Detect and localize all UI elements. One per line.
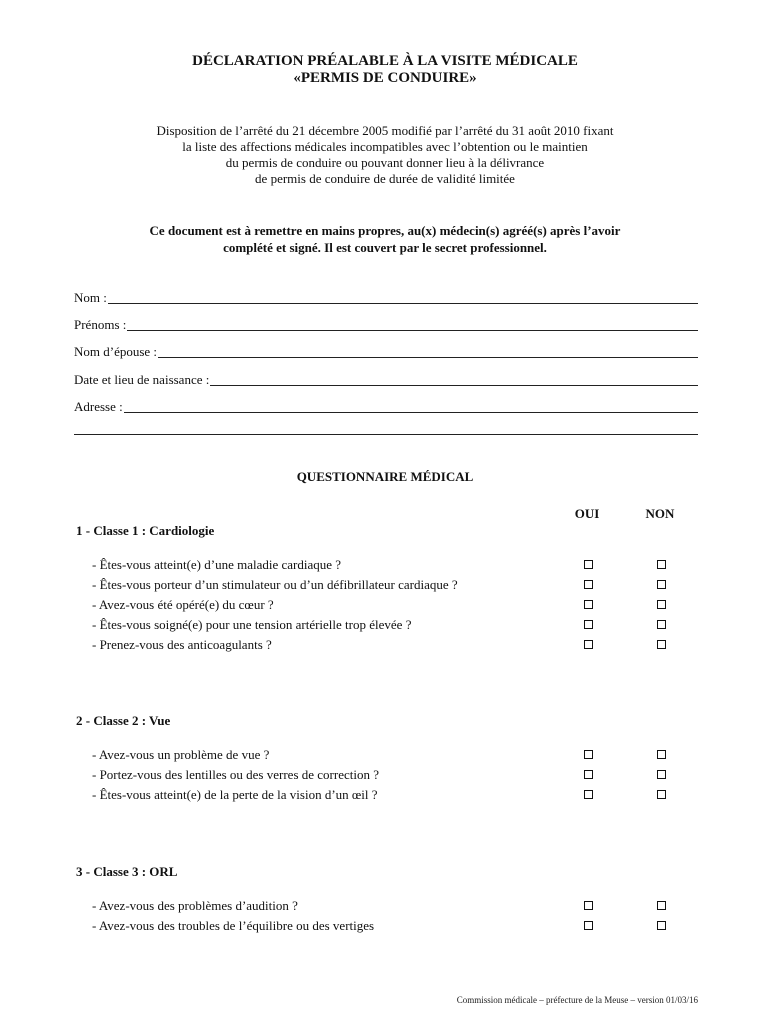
question-text: - Êtes-vous atteint(e) d’une maladie cardiaque ? [92, 557, 342, 572]
oui-checkbox[interactable] [584, 600, 593, 609]
notice-line-1: Ce document est à remettre en mains propres, au(x) médecin(s) agréé(s) après l’avoir [149, 223, 621, 238]
question-text: - Avez-vous été opéré(e) du cœur ? [92, 597, 274, 612]
nom-field[interactable] [74, 289, 698, 307]
question-row [92, 917, 682, 935]
oui-checkbox[interactable] [584, 921, 593, 930]
oui-checkbox[interactable] [584, 620, 593, 629]
notice-line-2: complété et signé. Il est couvert par le secret professionnel. [223, 240, 547, 255]
non-checkbox[interactable] [657, 921, 666, 930]
non-checkbox[interactable] [657, 600, 666, 609]
intro-line-3: du permis de conduire ou pouvant donner lieu à la délivrance [225, 155, 545, 170]
oui-checkbox[interactable] [584, 640, 593, 649]
non-checkbox[interactable] [657, 770, 666, 779]
nom-epouse-field[interactable] [74, 343, 698, 361]
naissance-input-line[interactable] [210, 384, 698, 386]
title-line-1: DÉCLARATION PRÉALABLE À LA VISITE MÉDICALE [192, 53, 578, 69]
question-row [92, 786, 682, 804]
naissance-label: Date et lieu de naissance : [74, 372, 210, 387]
intro-line-2: la liste des affections médicales incompatibles avec l’obtention ou le maintien [182, 139, 588, 154]
naissance-field[interactable] [74, 371, 698, 389]
prenoms-label: Prénoms : [74, 317, 127, 332]
nom-input-line[interactable] [108, 302, 698, 304]
nom-epouse-label: Nom d’épouse : [74, 344, 158, 359]
non-checkbox[interactable] [657, 750, 666, 759]
question-text: - Avez-vous des problèmes d’audition ? [92, 898, 298, 913]
question-row [92, 556, 682, 574]
non-checkbox[interactable] [657, 580, 666, 589]
question-text: - Êtes-vous atteint(e) de la perte de la vision d’un œil ? [92, 787, 378, 802]
oui-checkbox[interactable] [584, 750, 593, 759]
question-row [92, 766, 682, 784]
section-title-cardiologie: 1 - Classe 1 : Cardiologie [76, 523, 215, 538]
page-footer: Commission médicale – préfecture de la Meuse – version 01/03/16 [456, 995, 698, 1005]
questionnaire-title: QUESTIONNAIRE MÉDICAL [296, 469, 474, 484]
question-row [92, 746, 682, 764]
non-checkbox[interactable] [657, 620, 666, 629]
question-row [92, 576, 682, 594]
confidentiality-notice [0, 222, 770, 256]
nom-epouse-input-line[interactable] [158, 356, 698, 358]
section-title-vue: 2 - Classe 2 : Vue [76, 713, 171, 728]
oui-checkbox[interactable] [584, 901, 593, 910]
non-checkbox[interactable] [657, 560, 666, 569]
column-header-oui: OUI [574, 506, 600, 521]
oui-checkbox[interactable] [584, 770, 593, 779]
adresse-input-line[interactable] [124, 411, 698, 413]
oui-checkbox[interactable] [584, 790, 593, 799]
question-row [92, 897, 682, 915]
non-checkbox[interactable] [657, 640, 666, 649]
non-checkbox[interactable] [657, 790, 666, 799]
oui-checkbox[interactable] [584, 580, 593, 589]
title-line-2: «PERMIS DE CONDUIRE» [293, 70, 477, 86]
question-text: - Avez-vous des troubles de l’équilibre ou des vertiges [92, 918, 375, 933]
adresse-input-line-2[interactable] [74, 434, 698, 435]
document-title [0, 53, 770, 87]
non-checkbox[interactable] [657, 901, 666, 910]
section-title-orl: 3 - Classe 3 : ORL [76, 864, 178, 879]
question-text: - Êtes-vous soigné(e) pour une tension artérielle trop élevée ? [92, 617, 412, 632]
column-header-non: NON [645, 506, 675, 521]
question-row [92, 596, 682, 614]
question-text: - Prenez-vous des anticoagulants ? [92, 637, 272, 652]
question-row [92, 616, 682, 634]
prenoms-field[interactable] [74, 316, 698, 334]
prenoms-input-line[interactable] [127, 329, 698, 331]
adresse-field[interactable] [74, 398, 698, 416]
oui-checkbox[interactable] [584, 560, 593, 569]
question-text: - Êtes-vous porteur d’un stimulateur ou d’un défibrillateur cardiaque ? [92, 577, 458, 592]
question-text: - Portez-vous des lentilles ou des verres de correction ? [92, 767, 379, 782]
legal-disposition [0, 123, 770, 187]
adresse-label: Adresse : [74, 399, 123, 414]
intro-line-1: Disposition de l’arrêté du 21 décembre 2005 modifié par l’arrêté du 31 août 2010 fixant [156, 123, 614, 138]
question-row [92, 636, 682, 654]
question-text: - Avez-vous un problème de vue ? [92, 747, 270, 762]
nom-label: Nom : [74, 290, 107, 305]
intro-line-4: de permis de conduire de durée de validité limitée [255, 171, 515, 186]
